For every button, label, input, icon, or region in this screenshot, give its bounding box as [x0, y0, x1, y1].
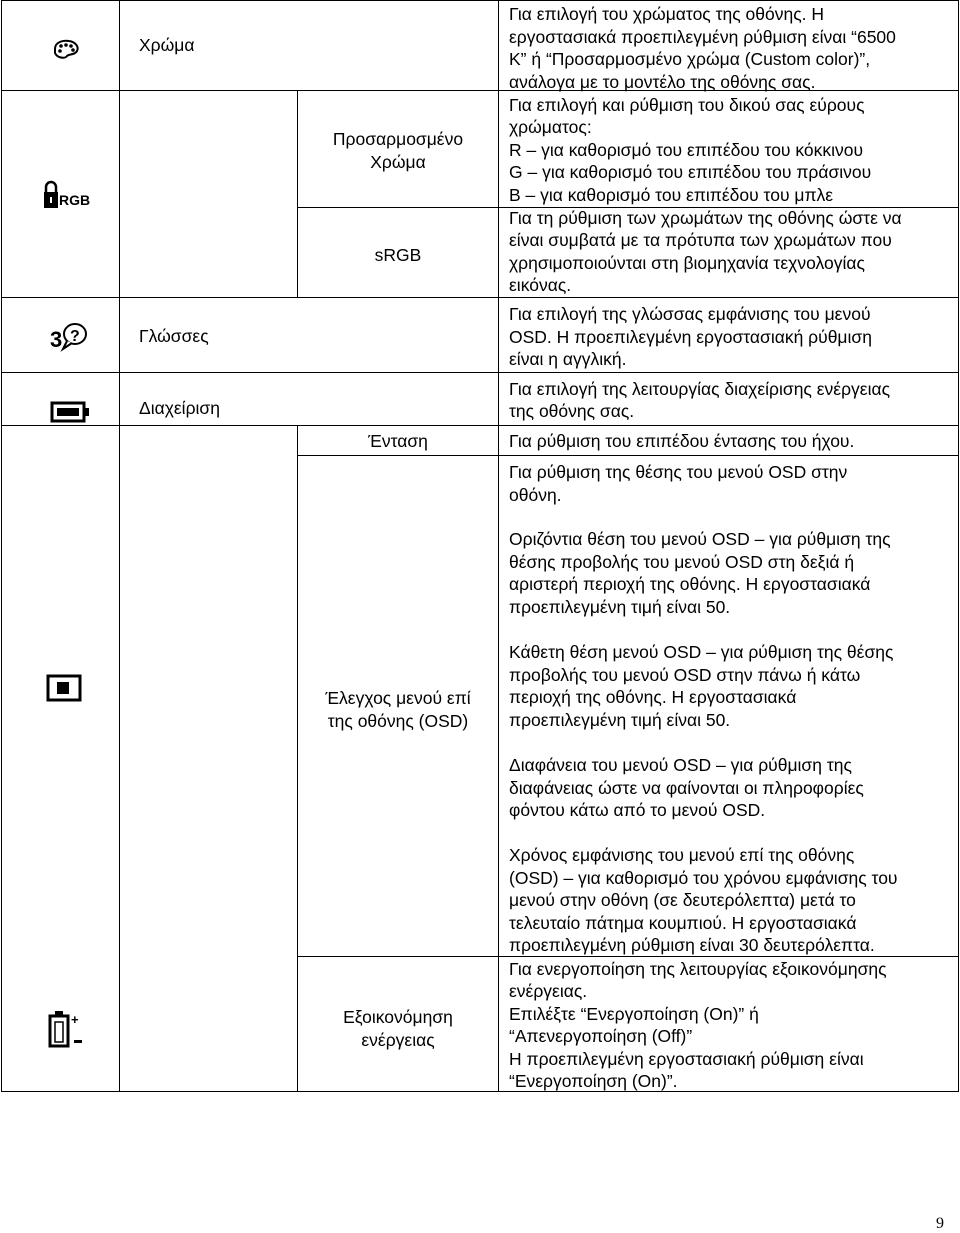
power-saving-desc-line: Για ενεργοποίηση της λειτουργίας εξοικονόμησης	[509, 959, 887, 979]
svg-text:?: ?	[70, 328, 80, 345]
power-saving-label-line1: Εξοικονόμηση	[343, 1007, 453, 1027]
power-saving-desc-line: Επιλέξτε “Ενεργοποίηση (On)” ή	[509, 1004, 759, 1024]
svg-text:+: +	[71, 1012, 79, 1027]
custom-color-label-line2: Χρώμα	[370, 152, 426, 172]
osd-time-desc-line: (OSD) – για καθορισμό του χρόνου εμφάνισης του	[509, 868, 898, 888]
srgb-desc-line: χρησιμοποιούνται στη βιομηχανία τεχνολογίας	[509, 253, 865, 273]
osd-control-label-line2: της οθόνης (OSD)	[327, 711, 469, 731]
power-saving-label-line2: ενέργειας	[361, 1030, 435, 1050]
power-saving-desc-line: “Απενεργοποίηση (Off)”	[509, 1026, 693, 1046]
osd-horizontal-desc-line: αριστερή περιοχή της οθόνης. Η εργοστασιακά	[509, 574, 871, 594]
srgb-label: sRGB	[374, 245, 422, 265]
page-number: 9	[936, 1215, 944, 1232]
osd-transparency-desc-line: διαφάνειας ώστε να φαίνονται οι πληροφορίες	[509, 778, 864, 798]
srgb-desc-line: Για τη ρύθμιση των χρωμάτων της οθόνης ώστε να	[509, 208, 902, 228]
custom-color-label-line1: Προσαρμοσμένο	[332, 129, 464, 149]
osd-vertical-desc-line: περιοχή της οθόνης. Η εργοστασιακά	[509, 687, 797, 707]
color-desc-line: Για επιλογή του χρώματος της οθόνης. Η	[509, 4, 825, 24]
custom-desc-line: Για επιλογή και ρύθμιση του δικού σας εύρους	[509, 95, 865, 115]
management-desc-line: της οθόνης σας.	[509, 401, 635, 421]
osd-vertical-desc-line: προεπιλεγμένη τιμή είναι 50.	[509, 710, 731, 730]
srgb-desc-line: είναι συμβατά με τα πρότυπα των χρωμάτων που	[509, 230, 892, 250]
power-saving-icon	[46, 1008, 88, 1048]
volume-label: Ένταση	[368, 431, 428, 451]
osd-horizontal-desc-line: θέσης προβολής του μενού OSD στη δεξιά ή	[509, 552, 855, 572]
palette-icon	[52, 38, 80, 60]
category-management-label: Διαχείριση	[139, 398, 220, 418]
category-color-label: Χρώμα	[139, 35, 195, 55]
osd-horizontal-desc-line: Οριζόντια θέση του μενού OSD – για ρύθμιση της	[509, 529, 891, 549]
color-desc-line: ανάλογα με το μοντέλο της οθόνης σας.	[509, 72, 816, 92]
svg-text:RGB: RGB	[59, 192, 91, 208]
language-question-icon	[50, 322, 88, 352]
osd-time-desc-line: τελευταίο πάτημα κουμπιού. Η εργοστασιακά	[509, 913, 857, 933]
osd-transparency-desc-line: Διαφάνεια του μενού OSD – για ρύθμιση της	[509, 755, 852, 775]
osd-position-desc-line: Για ρύθμιση της θέσης του μενού OSD στην	[509, 462, 848, 482]
custom-desc-line: G – για καθορισμό του επιπέδου του πράσινου	[509, 162, 872, 182]
osd-control-label-line1: Έλεγχος μενού επί	[325, 688, 471, 708]
color-desc-line: K” ή “Προσαρμοσμένο χρώμα (Custom color)”,	[509, 49, 871, 69]
osd-time-desc-line: προεπιλεγμένη ρύθμιση είναι 30 δευτερόλεπτα.	[509, 935, 875, 955]
osd-time-desc-line: Χρόνος εμφάνισης του μενού επί της οθόνης	[509, 845, 855, 865]
language-desc-line: είναι η αγγλική.	[509, 349, 627, 369]
language-desc-line: OSD. Η προεπιλεγμένη εργοστασιακή ρύθμιση	[509, 327, 872, 347]
osd-menu-icon	[46, 674, 82, 702]
color-desc-line: εργοστασιακά προεπιλεγμένη ρύθμιση είναι “6500	[509, 27, 896, 47]
power-saving-desc-line: “Ενεργοποίηση (On)”.	[509, 1071, 678, 1091]
custom-desc-line: B – για καθορισμό του επιπέδου του μπλε	[509, 185, 834, 205]
osd-horizontal-desc-line: προεπιλεγμένη τιμή είναι 50.	[509, 597, 731, 617]
osd-transparency-desc-line: φόντου κάτω από το μενού OSD.	[509, 800, 766, 820]
osd-time-desc-line: μενού στην οθόνη (σε δευτερόλεπτα) μετά το	[509, 890, 856, 910]
osd-position-desc-line: οθόνη.	[509, 485, 562, 505]
svg-text:3: 3	[50, 327, 63, 352]
custom-desc-line: χρώματος:	[509, 117, 592, 137]
power-saving-desc-line: Η προεπιλεγμένη εργοστασιακή ρύθμιση είναι	[509, 1049, 864, 1069]
language-desc-line: Για επιλογή της γλώσσας εμφάνισης του μενού	[509, 304, 871, 324]
management-desc-line: Για επιλογή της λειτουργίας διαχείρισης ενέργειας	[509, 379, 891, 399]
osd-vertical-desc-line: προβολής του μενού OSD στην πάνω ή κάτω	[509, 665, 861, 685]
category-languages-label: Γλώσσες	[139, 326, 209, 346]
osd-vertical-desc-line: Κάθετη θέση μενού OSD – για ρύθμιση της θέσης	[509, 642, 894, 662]
battery-management-icon	[50, 400, 92, 424]
power-saving-desc-line: ενέργειας.	[509, 981, 588, 1001]
srgb-desc-line: εικόνας.	[509, 275, 572, 295]
lock-rgb-icon	[42, 178, 96, 212]
custom-desc-line: R – για καθορισμό του επιπέδου του κόκκινου	[509, 140, 864, 160]
volume-desc-line: Για ρύθμιση του επιπέδου έντασης του ήχου.	[509, 431, 855, 451]
